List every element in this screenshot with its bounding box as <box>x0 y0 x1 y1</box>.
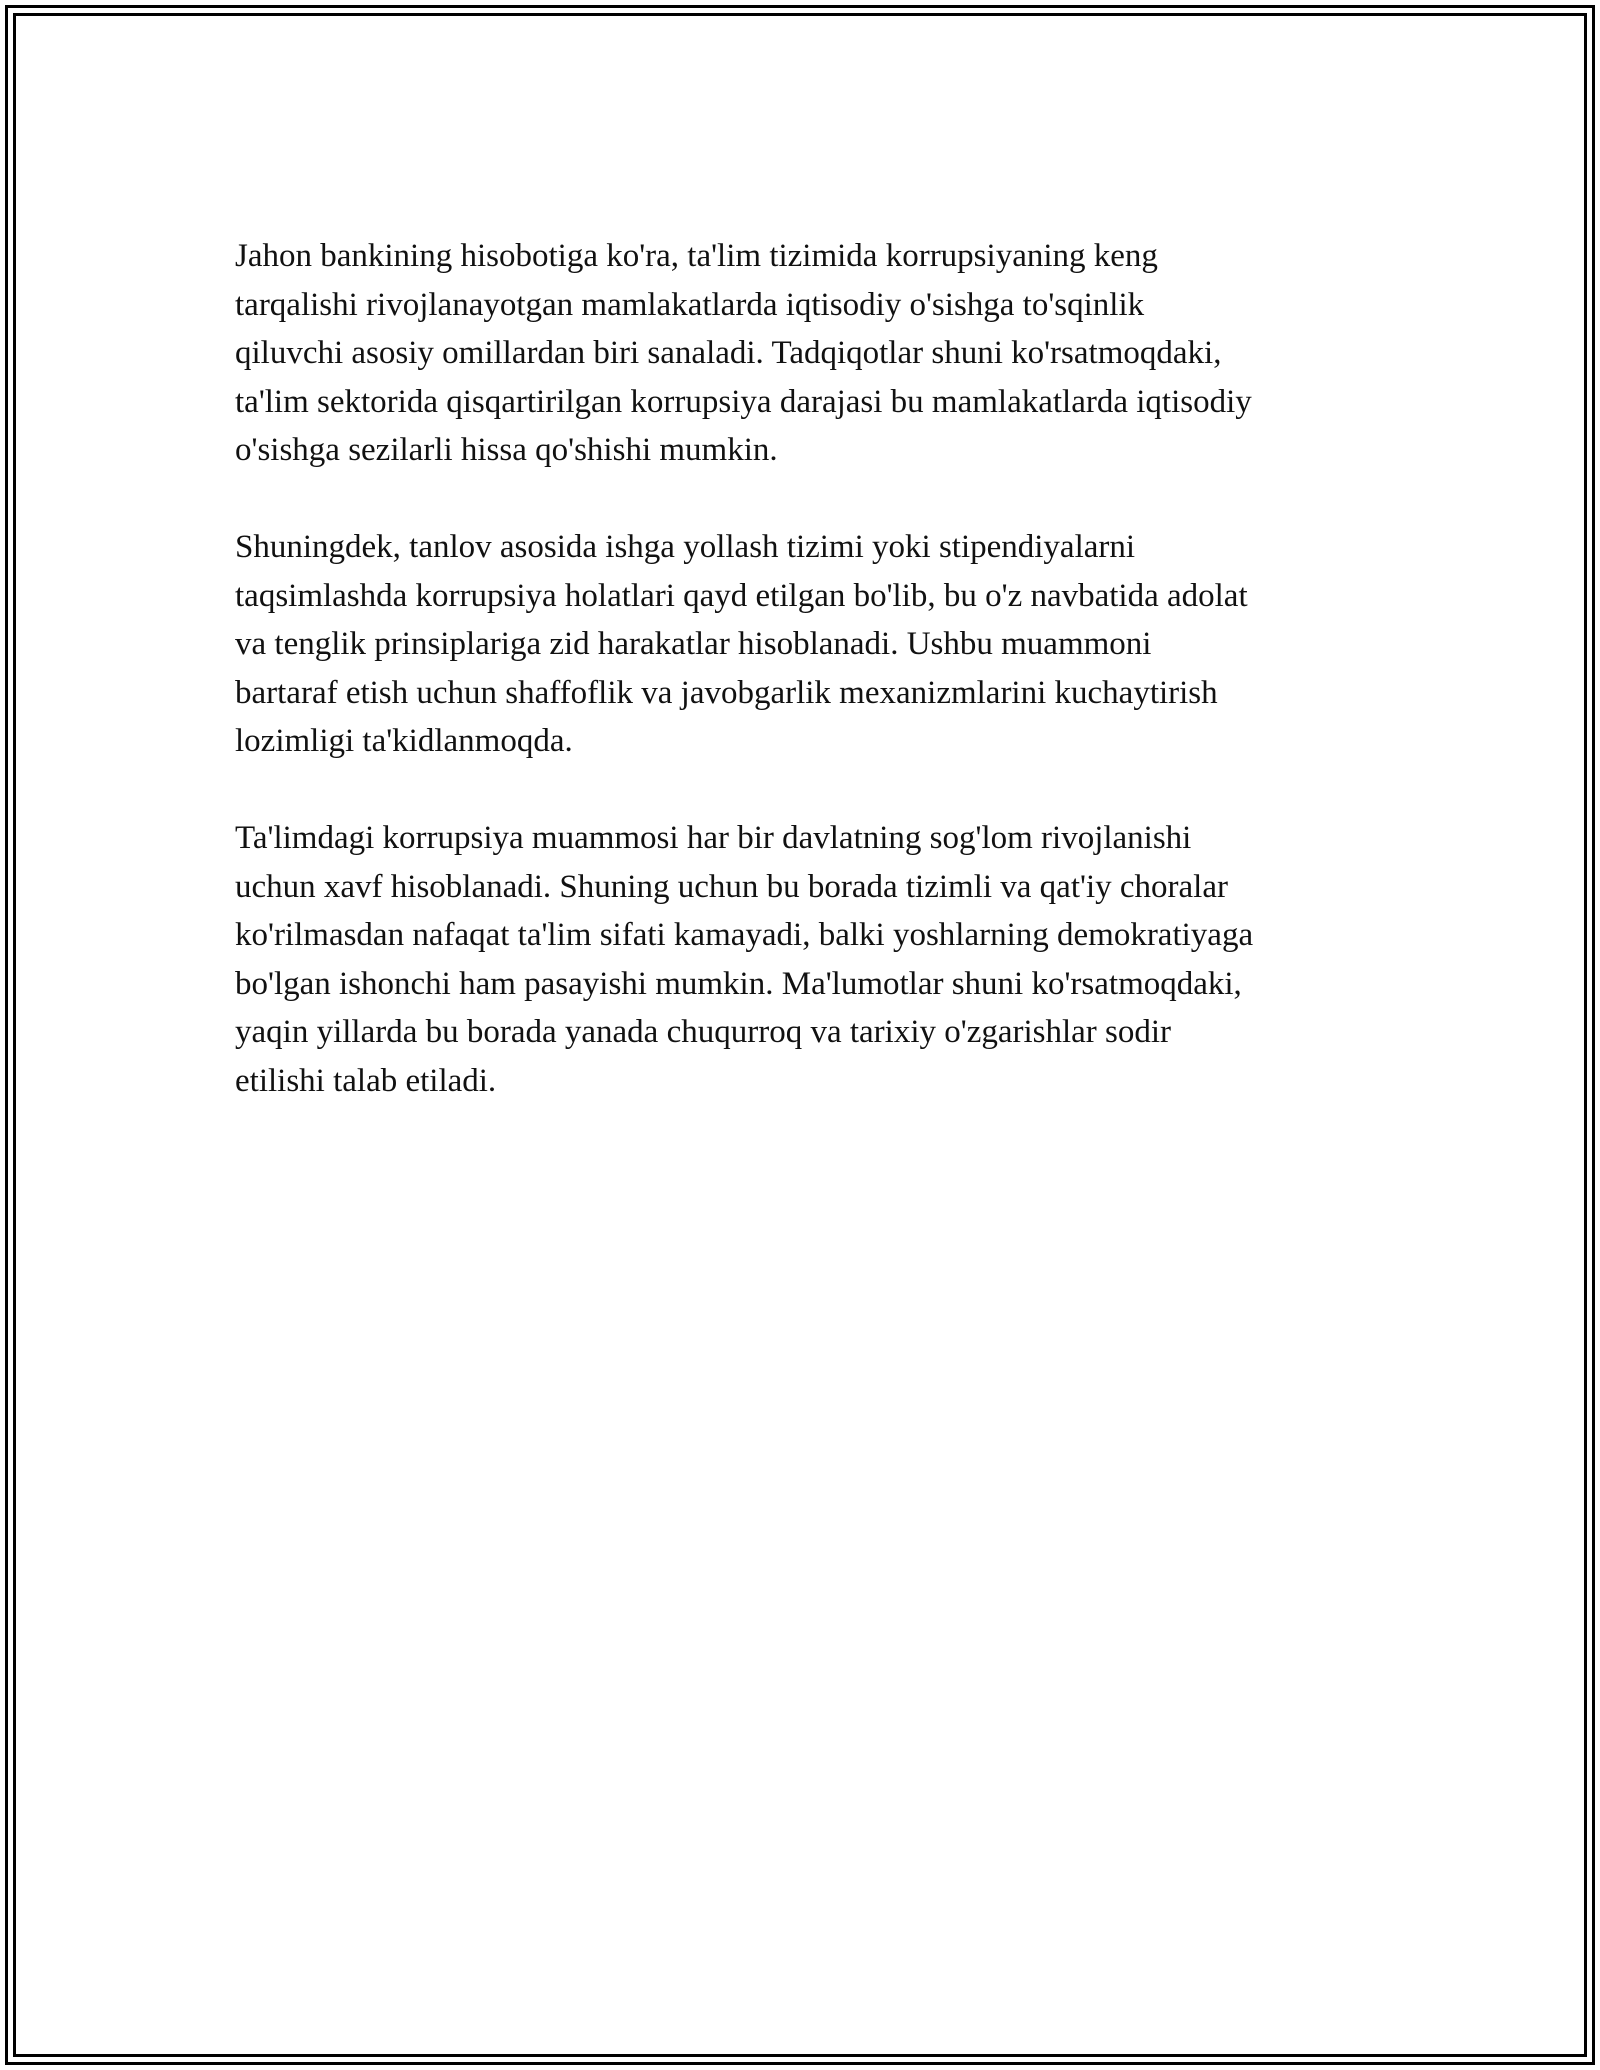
paragraph-2: Shuningdek, tanlov asosida ishga yollash tizimi yoki stipendiyalarni taqsimlashda korrupsiya holatlari qayd etilgan bo'lib, bu o'z navbatida adolat va tenglik prinsiplariga zid harakatlar hisoblanadi. Ushbu muammoni bartaraf etish uchun shaffoflik va javobgarlik mexanizmlarini kuchaytirish lozimligi ta'kidlanmoqda. <box>235 529 1248 759</box>
document-body <box>235 232 1375 1154</box>
paragraph-1: Jahon bankining hisobotiga ko'ra, ta'lim tizimida korrupsiyaning keng tarqalishi rivojlanayotgan mamlakatlarda iqtisodiy o'sishga to'sqinlik qiluvchi asosiy omillardan biri sanaladi. Tadqiqotlar shuni ko'rsatmoqdaki, ta'lim sektorida qisqartirilgan korrupsiya darajasi bu mamlakatlarda iqtisodiy o'sishga sezilarli hissa qo'shishi mumkin. <box>235 238 1252 468</box>
paragraph-3: Ta'limdagi korrupsiya muammosi har bir davlatning sog'lom rivojlanishi uchun xavf hisoblanadi. Shuning uchun bu borada tizimli va qat'iy choralar ko'rilmasdan nafaqat ta'lim sifati kamayadi, balki yoshlarning demokratiyaga bo'lgan ishonchi ham pasayishi mumkin. Ma'lumotlar shuni ko'rsatmoqdaki, yaqin yillarda bu borada yanada chuqurroq va tarixiy o'zgarishlar sodir etilishi talab etiladi. <box>235 820 1254 1099</box>
